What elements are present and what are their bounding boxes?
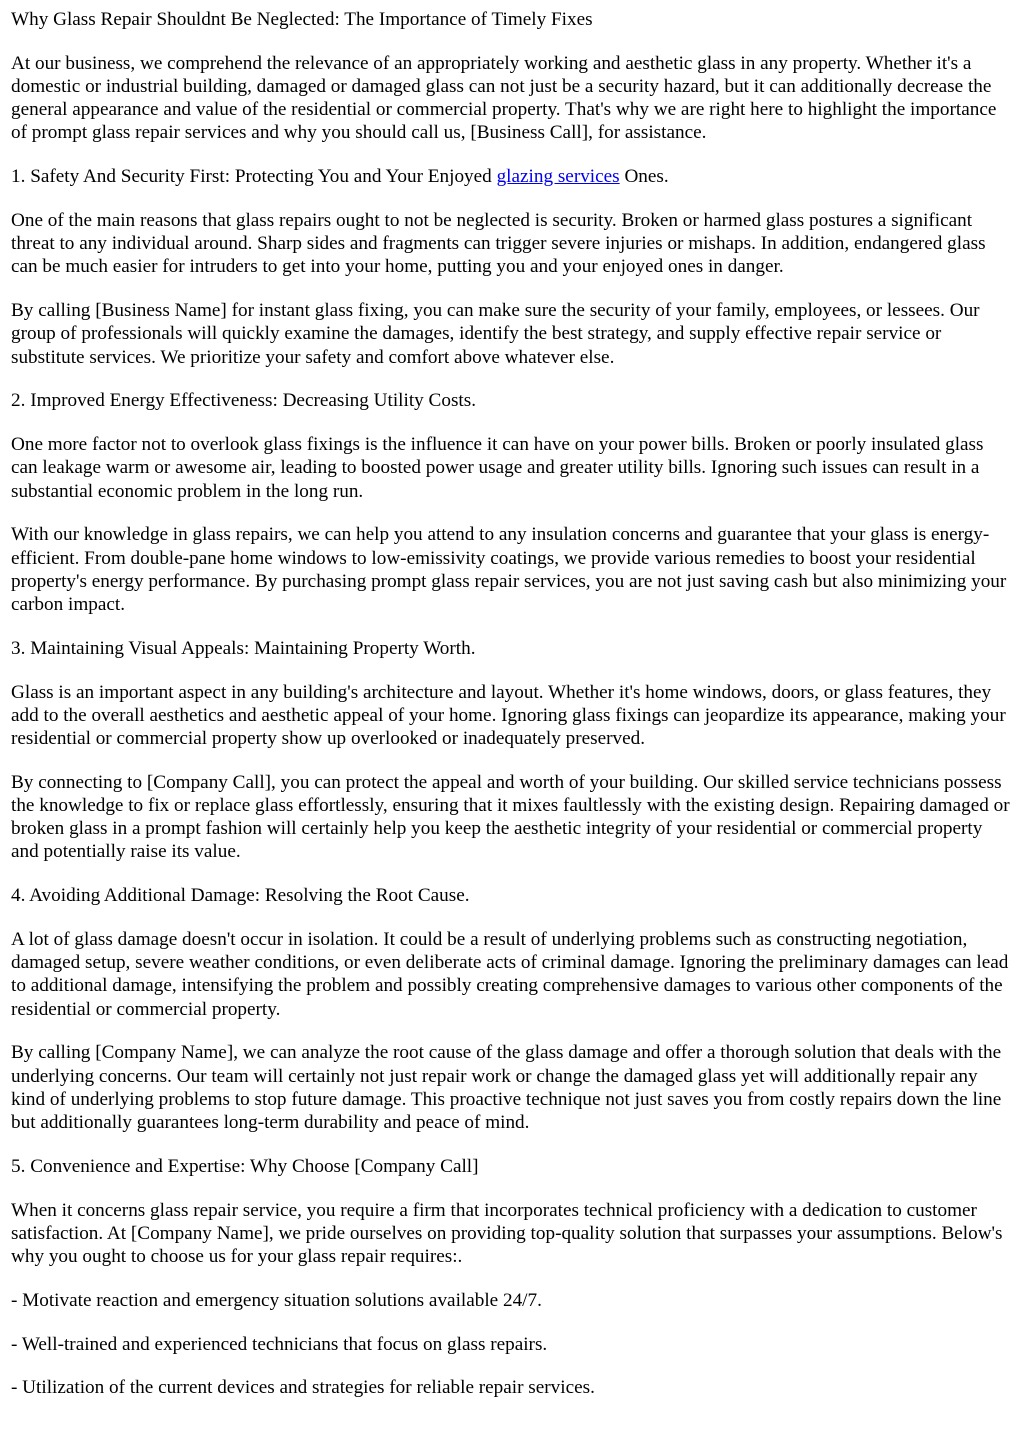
section-1-heading xyxy=(11,165,1014,188)
section-2-heading: 2. Improved Energy Effectiveness: Decreasing Utility Costs. xyxy=(11,390,477,412)
section-1-paragraph-1: One of the main reasons that glass repairs ought to not be neglected is security. Broken or harmed glass postures a significant threat to any individual around. Sharp sides and fragments can trigger severe injuries or mishaps. In addition, endangered glass can be much easier for intruders to get into your home, putting you and your enjoyed ones in danger. xyxy=(11,210,986,278)
section-3-paragraph-1: Glass is an important aspect in any building's architecture and layout. Whether it's home windows, doors, or glass features, they add to the overall aesthetics and aesthetic appeal of your home. Ignoring glass fixings can jeopardize its appearance, making your residential or commercial property show up overlooked or inadequately preserved. xyxy=(11,681,1006,750)
section-3-heading: 3. Maintaining Visual Appeals: Maintaining Property Worth. xyxy=(11,637,476,659)
section-5-heading: 5. Convenience and Expertise: Why Choose [Company Call] xyxy=(11,1155,479,1177)
section-1-paragraph-2: By calling [Business Name] for instant glass fixing, you can make sure the security of your family, employees, or lessees. Our group of professionals will quickly examine the damages, identify the best strategy, and supply effective repair service or substitute services. We prioritize your safety and comfort above whatever else. xyxy=(11,300,980,368)
section-1-heading-text: 1. Safety And Security First: Protecting You and Your Enjoyed xyxy=(11,166,497,188)
section-2-paragraph-1: One more factor not to overlook glass fixings is the influence it can have on your power bills. Broken or poorly insulated glass can leakage warm or awesome air, leading to boosted power usage and greater utility bills. Ignoring such issues can result in a substantial economic problem in the long run. xyxy=(11,434,984,502)
section-1-heading-tail: Ones. xyxy=(619,166,669,188)
section-2-paragraph-2: With our knowledge in glass repairs, we can help you attend to any insulation concerns and guarantee that your glass is energy-efficient. From double-pane home windows to low-emissivity coatings, we provide various remedies to boost your residential property's energy performance. By purchasing prompt glass repair services, you are not just saving cash but also minimizing your carbon impact. xyxy=(11,524,1007,616)
section-4-paragraph-2: By calling [Company Name], we can analyze the root cause of the glass damage and offer a thorough solution that deals with the underlying concerns. Our team will certainly not just repair work or change the damaged glass yet will additionally repair any kind of underlying problems to stop future damage. This proactive technique not just saves you from costly repairs down the line but additionally guarantees long-term durability and peace of mind. xyxy=(11,1042,1002,1134)
bullet-item: - Utilization of the current devices and strategies for reliable repair services. xyxy=(11,1377,595,1399)
section-4-heading: 4. Avoiding Additional Damage: Resolving the Root Cause. xyxy=(11,885,470,907)
section-3-paragraph-2: By connecting to [Company Call], you can protect the appeal and worth of your building. Our skilled service technicians possess the knowledge to fix or replace glass effortlessly, ensuring that it mixes faultlessly with the existing design. Repairing damaged or broken glass in a prompt fashion will certainly help you keep the aesthetic integrity of your residential or commercial property and potentially raise its value. xyxy=(11,771,1010,863)
bullet-item: - Well-trained and experienced technicians that focus on glass repairs. xyxy=(11,1333,548,1355)
article-title: Why Glass Repair Shouldnt Be Neglected: The Importance of Timely Fixes xyxy=(11,9,593,30)
section-4-paragraph-1: A lot of glass damage doesn't occur in isolation. It could be a result of underlying problems such as constructing negotiation, damaged setup, severe weather conditions, or even deliberate acts of criminal damage. Ignoring the preliminary damages can lead to additional damage, intensifying the problem and possibly creating comprehensive damages to various other components of the residential or commercial property. xyxy=(11,929,1009,1020)
intro-paragraph: At our business, we comprehend the relevance of an appropriately working and aesthetic glass in any property. Whether it's a domestic or industrial building, damaged or damaged glass can not just be a security hazard, but it can additionally decrease the general appearance and value of the residential or commercial property. That's why we are right here to highlight the importance of prompt glass repair services and why you should call us, [Business Call], for assistance. xyxy=(11,52,997,144)
glazing-services-link[interactable]: glazing services xyxy=(496,166,620,188)
section-5-paragraph-1: When it concerns glass repair service, you require a firm that incorporates technical proficiency with a dedication to customer satisfaction. At [Company Name], we pride ourselves on providing top-quality solution that surpasses your assumptions. Below's why you ought to choose us for your glass repair requires:. xyxy=(11,1199,1003,1268)
bullet-item: - Motivate reaction and emergency situation solutions available 24/7. xyxy=(11,1289,542,1311)
